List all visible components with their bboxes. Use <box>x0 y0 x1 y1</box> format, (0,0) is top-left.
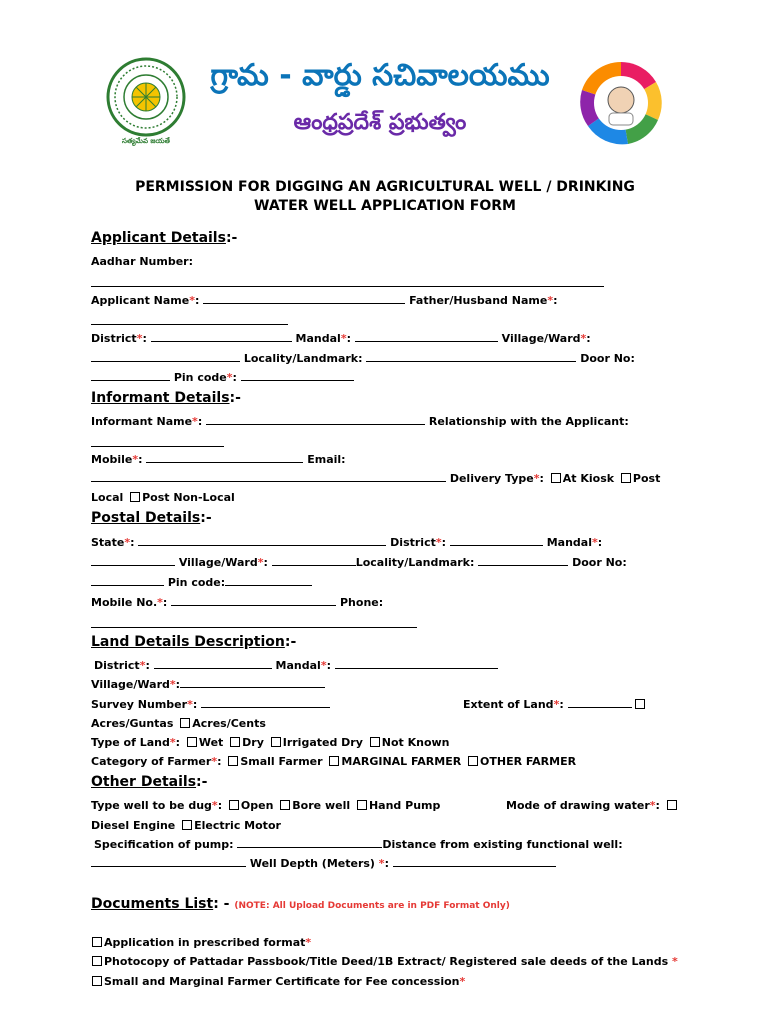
applicant-mandal-field[interactable] <box>355 332 498 342</box>
delivery-row-2: Local Post Non-Local <box>91 491 235 504</box>
acres-cents-checkbox[interactable] <box>180 718 190 728</box>
acres-guntas-checkbox[interactable] <box>635 699 645 709</box>
farmer-category-row: Category of Farmer*: Small Farmer MARGINAL FARMER OTHER FARMER <box>91 755 577 768</box>
applicant-district-row: District*: Mandal*: Village/Ward*: <box>91 332 591 345</box>
well-depth-row: Well Depth (Meters) *: <box>91 857 556 870</box>
postal-mobile-row: Mobile No.*: Phone: <box>91 596 384 609</box>
applicant-locality-field[interactable] <box>366 352 576 362</box>
document-item-1: Application in prescribed format* <box>89 936 311 949</box>
informant-name-row: Informant Name*: Relationship with the Applicant: <box>91 415 629 428</box>
land-extent-row: Extent of Land*: <box>463 698 647 711</box>
wet-checkbox[interactable] <box>187 737 197 747</box>
applicant-heading: Applicant Details:- <box>91 230 238 246</box>
land-units-row: Acres/Guntas Acres/Cents <box>91 717 266 730</box>
land-heading: Land Details Description:- <box>91 634 297 650</box>
land-district-field[interactable] <box>154 659 272 669</box>
aadhar-field[interactable] <box>91 286 604 287</box>
applicant-district-field[interactable] <box>151 332 292 342</box>
pump-spec-field[interactable] <box>237 838 382 848</box>
irrigated-checkbox[interactable] <box>271 737 281 747</box>
dry-checkbox[interactable] <box>230 737 240 747</box>
at-kiosk-checkbox[interactable] <box>551 473 561 483</box>
small-farmer-checkbox[interactable] <box>228 756 238 766</box>
applicant-locality-row: Locality/Landmark: Door No: <box>91 352 635 365</box>
delivery-row: Delivery Type*: At Kiosk Post <box>91 472 660 485</box>
electric-motor-checkbox[interactable] <box>182 820 192 830</box>
document-checkbox-2[interactable] <box>92 956 102 966</box>
postal-pin-field[interactable] <box>225 576 312 586</box>
mode-row: Mode of drawing water*: <box>506 799 679 812</box>
other-heading: Other Details:- <box>91 774 208 790</box>
document-item-3: Small and Marginal Farmer Certificate for Fee concession* <box>89 975 465 988</box>
document-item-2: Photocopy of Pattadar Passbook/Title Deed/1B Extract/ Registered sale deeds of the Lands * <box>89 955 678 968</box>
secretariat-logo <box>578 60 664 146</box>
land-survey-row: Survey Number*: <box>91 698 330 711</box>
form-title-line1: PERMISSION FOR DIGGING AN AGRICULTURAL WELL / DRINKING <box>135 179 635 195</box>
land-village-field[interactable] <box>180 678 325 688</box>
post-local-checkbox[interactable] <box>621 473 631 483</box>
land-survey-field[interactable] <box>201 698 330 708</box>
well-type-row: Type well to be dug*: Open Bore well Hand Pump <box>91 799 441 812</box>
document-checkbox-1[interactable] <box>92 937 102 947</box>
post-nonlocal-checkbox[interactable] <box>130 492 140 502</box>
applicant-door-field[interactable] <box>91 371 170 381</box>
postal-state-row: State*: District*: Mandal*: <box>91 536 603 549</box>
land-type-row: Type of Land*: Wet Dry Irrigated Dry Not Known <box>91 736 450 749</box>
bore-well-checkbox[interactable] <box>280 800 290 810</box>
land-village-row: Village/Ward*: <box>91 678 325 691</box>
applicant-name-field[interactable] <box>203 294 405 304</box>
postal-state-field[interactable] <box>138 536 386 546</box>
hand-pump-checkbox[interactable] <box>357 800 367 810</box>
postal-mobile-field[interactable] <box>171 596 336 606</box>
state-emblem <box>104 55 188 147</box>
marginal-farmer-checkbox[interactable] <box>329 756 339 766</box>
land-district-row: District*: Mandal*: <box>94 659 498 672</box>
open-checkbox[interactable] <box>229 800 239 810</box>
informant-name-field[interactable] <box>206 415 425 425</box>
informant-heading: Informant Details:- <box>91 390 241 406</box>
postal-village-field[interactable] <box>272 556 356 566</box>
distance-field[interactable] <box>91 857 246 867</box>
postal-door-field[interactable] <box>91 576 164 586</box>
other-farmer-checkbox[interactable] <box>468 756 478 766</box>
diesel-engine-checkbox[interactable] <box>667 800 677 810</box>
land-mandal-field[interactable] <box>335 659 498 669</box>
postal-district-field[interactable] <box>450 536 543 546</box>
informant-mobile-row: Mobile*: Email: <box>91 453 346 466</box>
informant-mobile-field[interactable] <box>146 453 303 463</box>
form-title-line2: WATER WELL APPLICATION FORM <box>254 198 516 214</box>
document-checkbox-3[interactable] <box>92 976 102 986</box>
postal-locality-field[interactable] <box>478 556 568 566</box>
informant-email-field[interactable] <box>91 472 446 482</box>
not-known-checkbox[interactable] <box>370 737 380 747</box>
land-extent-field[interactable] <box>568 698 632 708</box>
applicant-pin-field[interactable] <box>241 371 354 381</box>
telugu-title: గ్రామ - వార్డు సచివాలయము <box>210 58 550 93</box>
pump-spec-row: Specification of pump: Distance from existing functional well: <box>94 838 623 851</box>
documents-note: (NOTE: All Upload Documents are in PDF Format Only) <box>234 901 510 911</box>
postal-mandal-field[interactable] <box>91 556 175 566</box>
aadhar-label: Aadhar Number: <box>91 255 193 268</box>
mode-row-2: Diesel Engine Electric Motor <box>91 819 281 832</box>
applicant-village-field[interactable] <box>91 352 240 362</box>
applicant-name-row: Applicant Name*: Father/Husband Name*: <box>91 294 558 307</box>
father-name-field[interactable] <box>91 324 288 325</box>
well-depth-field[interactable] <box>393 857 556 867</box>
applicant-pin-row: Pin code*: <box>91 371 354 384</box>
postal-heading: Postal Details:- <box>91 510 212 526</box>
telugu-subtitle: ఆంధ్రప్రదేశ్ ప్రభుత్వం <box>293 110 467 135</box>
postal-village-row: Village/Ward*: Locality/Landmark: Door No: <box>91 556 627 569</box>
documents-heading: Documents List: - (NOTE: All Upload Documents are in PDF Format Only) <box>91 896 510 912</box>
postal-phone-field[interactable] <box>91 627 417 628</box>
postal-pin-row: Pin code: <box>91 576 312 589</box>
relationship-field[interactable] <box>91 446 224 447</box>
emblem-caption: సత్యమేవ జయతే <box>122 137 170 145</box>
